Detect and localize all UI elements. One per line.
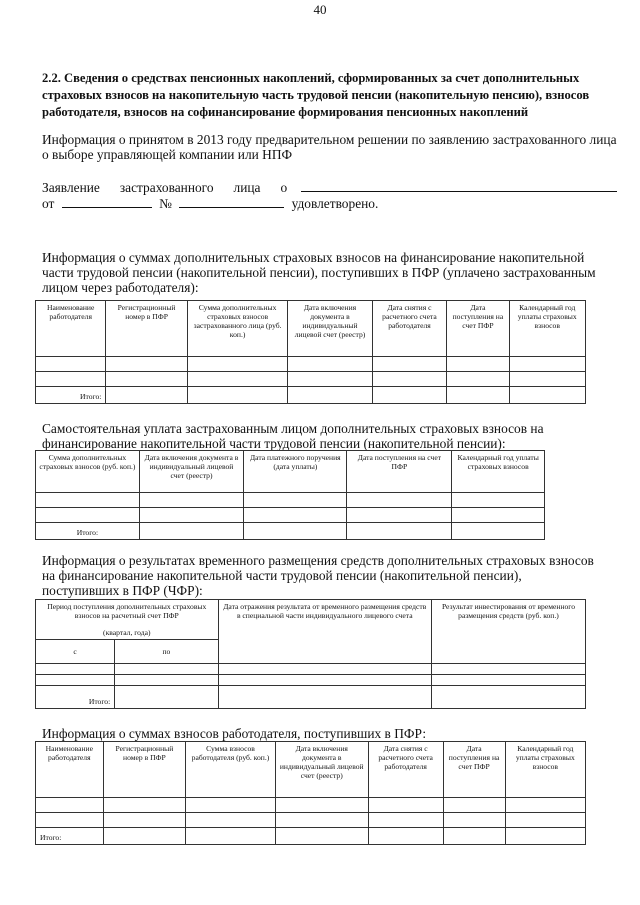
column-header: Календарный год уплаты страховых взносов (505, 742, 585, 798)
from-label: от (42, 196, 55, 211)
column-header: Календарный год уплаты страховых взносов (452, 451, 545, 493)
table-row (36, 798, 586, 813)
from-header: с (36, 640, 115, 664)
to-header: по (115, 640, 218, 664)
total-label: Итого: (36, 523, 140, 540)
table-row (36, 675, 586, 686)
section4-table (35, 741, 586, 845)
period-header (36, 600, 219, 640)
table-row (36, 508, 545, 523)
column-header: Сумма дополнительных страховых взносов (руб. коп.) (36, 451, 140, 493)
total-row (36, 387, 586, 404)
total-label: Итого: (36, 686, 115, 709)
approved-label: удовлетворено. (291, 196, 379, 211)
total-label: Итого: (36, 387, 106, 404)
word: застрахованного (119, 180, 214, 195)
column-header: Результат инвестирования от временного размещения средств (руб. коп.) (431, 600, 585, 664)
application-line (42, 180, 617, 195)
section3-table (35, 599, 586, 709)
total-row (36, 523, 545, 540)
total-row (36, 828, 586, 845)
application-blank[interactable] (301, 180, 617, 192)
column-header: Дата поступления на счет ПФР (443, 742, 505, 798)
column-header: Дата снятия с расчетного счета работодателя (372, 301, 447, 357)
total-row (36, 686, 586, 709)
section3-title: Информация о результатах временного размещения средств дополнительных страховых взносов на финансирование накопительной части трудовой пенсии (накопительной пенсии), поступивших в ПФР (ЧФР): (42, 553, 594, 598)
column-header: Сумма взносов работодателя (руб. коп.) (186, 742, 276, 798)
column-header: Дата поступления на счет ПФР (447, 301, 509, 357)
table-header-row (36, 742, 586, 798)
table-header-row (36, 451, 545, 493)
word: лица (233, 180, 261, 195)
period-sub-text: (квартал, года) (103, 628, 151, 637)
column-header: Регистрационный номер в ПФР (106, 301, 187, 357)
table-row (36, 372, 586, 387)
page-number: 40 (313, 2, 327, 17)
column-header: Дата поступления на счет ПФР (347, 451, 452, 493)
section4-title: Информация о суммах взносов работодателя, поступивших в ПФР: (42, 726, 427, 741)
column-header: Наименование работодателя (36, 301, 106, 357)
table-row (36, 813, 586, 828)
word: о (280, 180, 288, 195)
section1-table (35, 300, 586, 404)
table-header-row (36, 301, 586, 357)
word: Заявление (42, 180, 100, 195)
column-header: Сумма дополнительных страховых взносов застрахованного лица (руб. коп.) (187, 301, 288, 357)
table-row (36, 664, 586, 675)
column-header: Дата снятия с расчетного счета работодателя (368, 742, 443, 798)
table-row (36, 493, 545, 508)
section2-table (35, 450, 545, 540)
column-header: Регистрационный номер в ПФР (103, 742, 186, 798)
table-row (36, 357, 586, 372)
section-heading: 2.2. Сведения о средствах пенсионных накоплений, сформированных за счет дополнительных страховых взносов на накопительную часть трудовой пенсии (накопительную пенсию), взносов работодателя, взносов на софинансирование формирования пенсионных накоплений (42, 71, 590, 119)
column-header: Дата отражения результата от временного размещения средств в специальной части индивидуального лицевого счета (218, 600, 431, 664)
application-line-2 (42, 196, 442, 211)
section1-title: Информация о суммах дополнительных страховых взносов на финансирование накопительной части трудовой пенсии (накопительной пенсии), поступивших в ПФР (уплачено застрахованным лицом через работодателя): (42, 250, 596, 295)
period-header-text: Период поступления дополнительных страховых взносов на расчетный счет ПФР (47, 602, 207, 620)
column-header: Дата платежного поручения (дата уплаты) (244, 451, 347, 493)
decision-intro: Информация о принятом в 2013 году предварительном решении по заявлению застрахованного лица о выборе управляющей компании или НПФ (42, 132, 617, 162)
column-header: Календарный год уплаты страховых взносов (509, 301, 586, 357)
column-header: Дата включения документа в индивидуальный лицевой счет (реестр) (275, 742, 368, 798)
number-blank[interactable] (179, 196, 284, 208)
column-header: Дата включения документа в индивидуальный лицевой счет (реестр) (139, 451, 243, 493)
total-label: Итого: (36, 828, 104, 845)
column-header: Наименование работодателя (36, 742, 104, 798)
date-blank[interactable] (62, 196, 152, 208)
column-header: Дата включения документа в индивидуальный лицевой счет (реестр) (288, 301, 372, 357)
number-label: № (159, 196, 172, 211)
table-header-row (36, 600, 586, 640)
section2-title: Самостоятельная уплата застрахованным лицом дополнительных страховых взносов на финансирование накопительной части трудовой пенсии (накопительной пенсии): (42, 421, 544, 451)
